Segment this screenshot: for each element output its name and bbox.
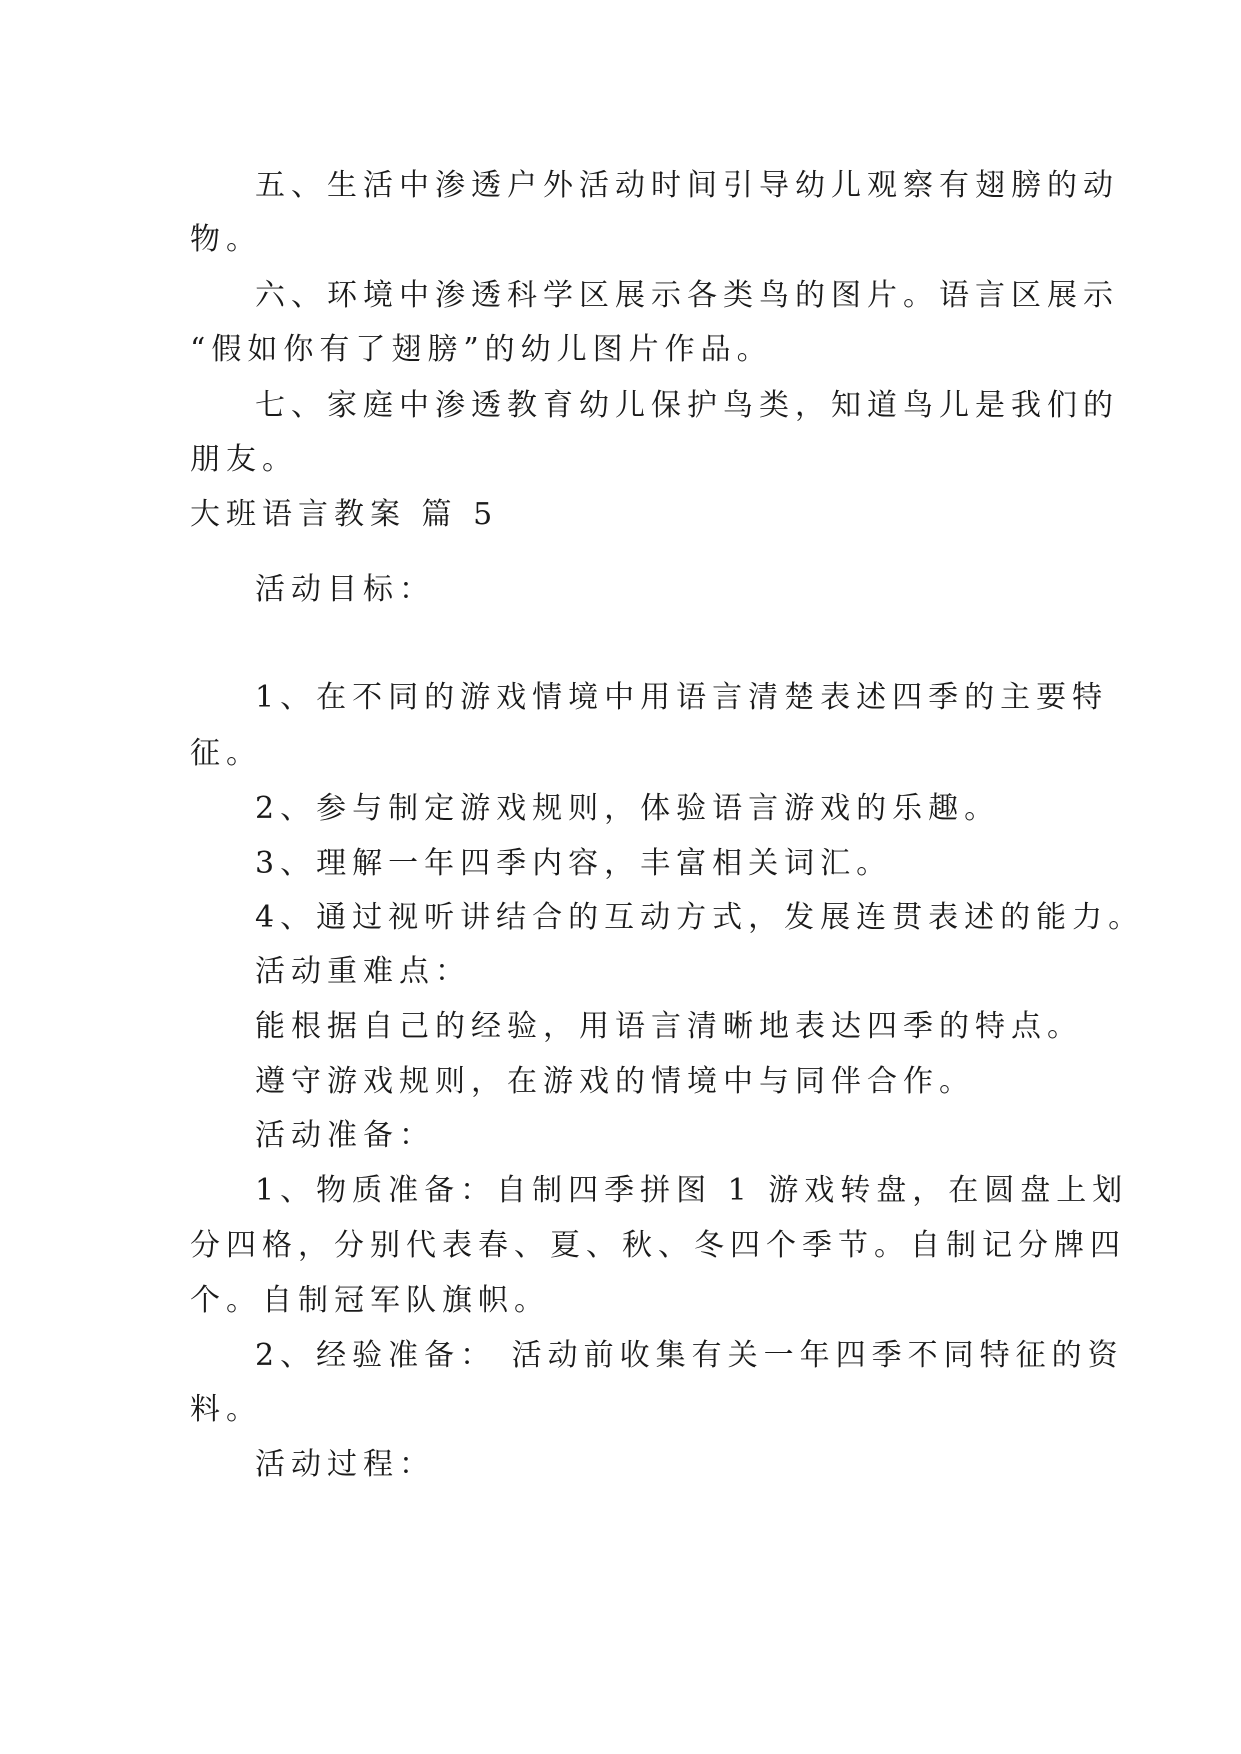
subheading: 活动准备： xyxy=(255,1118,435,1153)
paragraph-line: “假如你有了翅膀”的幼儿图片作品。 xyxy=(190,332,773,367)
list-item: 3、理解一年四季内容，丰富相关词汇。 xyxy=(255,846,893,881)
subheading: 活动重难点： xyxy=(255,954,471,989)
list-item-continuation: 个。自制冠军队旗帜。 xyxy=(190,1283,550,1318)
paragraph-line: 物。 xyxy=(190,222,262,257)
list-item: 1、在不同的游戏情境中用语言清楚表述四季的主要特 xyxy=(255,680,1109,715)
list-item-continuation: 征。 xyxy=(190,736,262,771)
subheading: 活动过程： xyxy=(255,1447,435,1482)
list-item: 1、物质准备：自制四季拼图 1 游戏转盘，在圆盘上划 xyxy=(255,1173,1129,1208)
subheading: 活动目标： xyxy=(255,572,435,607)
paragraph-line: 六、环境中渗透科学区展示各类鸟的图片。语言区展示 xyxy=(255,278,1119,313)
list-item: 2、参与制定游戏规则，体验语言游戏的乐趣。 xyxy=(255,791,1001,826)
list-item: 4、通过视听讲结合的互动方式，发展连贯表述的能力。 xyxy=(255,900,1145,935)
paragraph-line: 五、生活中渗透户外活动时间引导幼儿观察有翅膀的动 xyxy=(255,168,1119,203)
list-item-continuation: 分四格，分别代表春、夏、秋、冬四个季节。自制记分牌四 xyxy=(190,1228,1126,1263)
paragraph-line: 遵守游戏规则，在游戏的情境中与同伴合作。 xyxy=(255,1064,975,1099)
paragraph-line: 能根据自己的经验，用语言清晰地表达四季的特点。 xyxy=(255,1009,1083,1044)
list-item-continuation: 料。 xyxy=(190,1392,262,1427)
paragraph-line: 七、家庭中渗透教育幼儿保护鸟类，知道鸟儿是我们的 xyxy=(255,388,1119,423)
paragraph-line: 朋友。 xyxy=(190,442,298,477)
section-heading: 大班语言教案 篇 5 xyxy=(190,497,499,532)
list-item: 2、经验准备： 活动前收集有关一年四季不同特征的资 xyxy=(255,1338,1124,1373)
